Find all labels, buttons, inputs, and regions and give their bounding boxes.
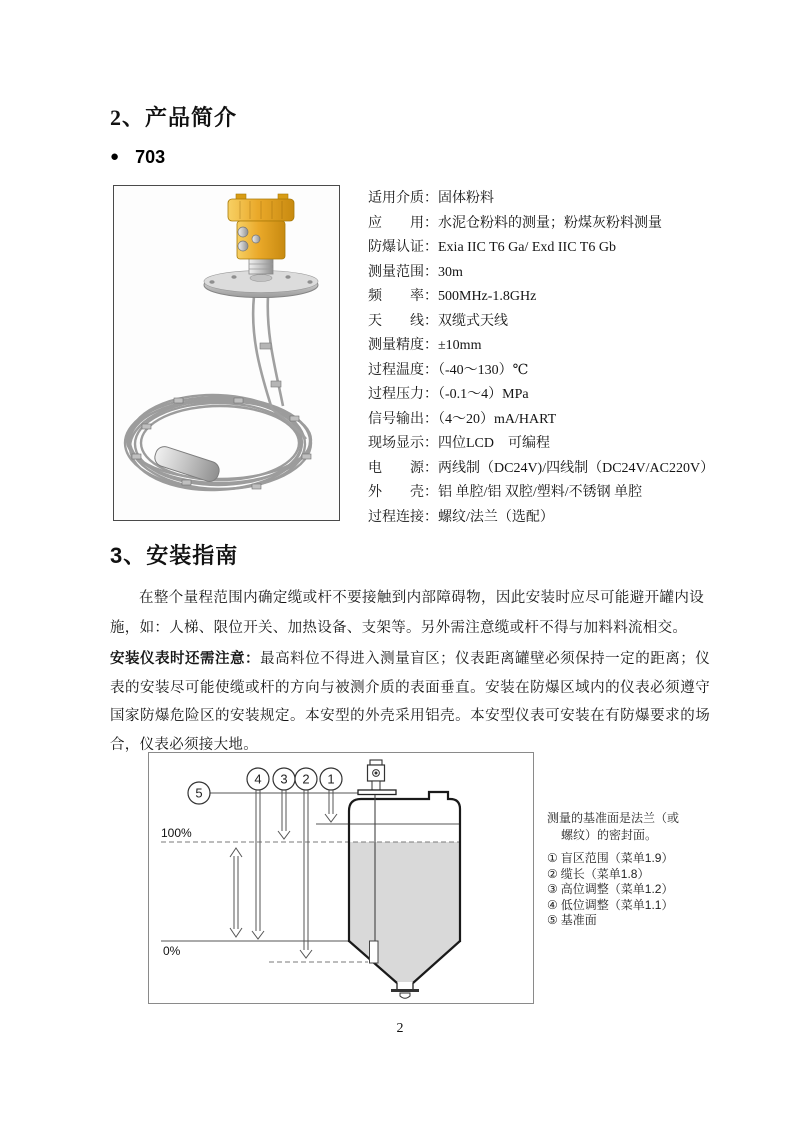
spec-row	[368, 383, 714, 408]
model-row	[110, 147, 165, 168]
model-number: 703	[135, 147, 166, 167]
spec-row	[368, 506, 714, 531]
arrow-low-adjust	[252, 790, 264, 939]
spec-label: 过程连接：	[368, 509, 438, 525]
cable-spacer	[271, 381, 281, 387]
section-heading-product-intro: 2、产品简介	[110, 105, 238, 130]
spec-list	[368, 187, 714, 530]
spec-value: 500MHz-1.8GHz	[438, 289, 537, 304]
spec-value: 两线制（DC24V)/四线制（DC24V/AC220V）	[438, 460, 715, 476]
spec-row	[368, 457, 714, 482]
legend-marker-5: ⑤	[547, 913, 558, 928]
spec-row	[368, 285, 714, 310]
spec-label: 防爆认证：	[368, 240, 438, 255]
spec-row	[368, 236, 714, 261]
spec-value: Exia IIC T6 Ga/ Exd IIC T6 Gb	[438, 240, 616, 255]
spec-label: 信号输出：	[368, 411, 438, 427]
callout-3-number: 3	[280, 771, 288, 787]
cable-coil	[125, 392, 311, 493]
installation-diagram-frame	[148, 752, 534, 1004]
callout-circles	[188, 768, 342, 804]
install-paragraph-2	[110, 645, 710, 759]
spec-value: （-40～130）℃	[438, 362, 529, 378]
spec-row	[368, 481, 714, 506]
callout-2-number: 2	[302, 771, 310, 787]
spec-value: 30m	[438, 264, 463, 280]
spec-value: 四位LCD 可编程	[438, 436, 550, 451]
legend-label-2: 缆长（菜单1.8）	[560, 866, 650, 881]
spec-label: 电 源：	[368, 460, 438, 476]
label-100-percent: 100%	[161, 826, 192, 840]
legend-marker-2: ②	[547, 866, 558, 881]
spec-label: 应 用：	[368, 215, 438, 231]
cable-spacer	[260, 343, 271, 349]
legend-item	[547, 851, 727, 867]
spec-row	[368, 212, 714, 237]
spec-row	[368, 187, 714, 212]
legend-items	[547, 851, 727, 929]
spec-label: 测量精度：	[368, 338, 438, 353]
spec-label: 天 线：	[368, 313, 438, 329]
spec-label: 过程温度：	[368, 362, 438, 378]
product-photo	[114, 186, 339, 520]
callout-5-number: 5	[195, 785, 203, 801]
spec-label: 频 率：	[368, 289, 438, 304]
spec-row	[368, 310, 714, 335]
spec-value: 铝 单腔/铝 双腔/塑料/不锈钢 单腔	[438, 485, 643, 500]
spec-value: 固体粉料	[438, 191, 494, 206]
measure-arrows	[230, 790, 337, 958]
spec-value: ±10mm	[438, 338, 482, 353]
spec-row	[368, 261, 714, 286]
arrow-high-adjust	[278, 790, 290, 839]
spec-value: 螺纹/法兰（选配）	[438, 509, 554, 525]
spec-label: 测量范围：	[368, 264, 438, 280]
housing	[228, 194, 294, 259]
spec-row	[368, 432, 714, 457]
arrow-blind-zone	[325, 790, 337, 822]
legend-item	[547, 913, 727, 929]
spec-label: 过程压力：	[368, 387, 438, 402]
spec-row	[368, 334, 714, 359]
legend-marker-3: ③	[547, 882, 558, 897]
callout-4-number: 4	[254, 771, 262, 787]
install-paragraph-2-lead: 安装仪表时还需注意：	[110, 651, 261, 667]
legend-label-5: 基准面	[560, 913, 597, 928]
legend-marker-1: ①	[547, 851, 558, 865]
legend-note-line1: 测量的基准面是法兰（或	[547, 811, 680, 825]
arrow-span	[230, 848, 242, 937]
legend-item	[547, 867, 727, 883]
install-paragraph-1: 在整个量程范围内确定缆或杆不要接触到内部障碍物，因此安装时应尽可能避开罐内设施，如：人梯、限位开关、加热设备、支架等。另外需注意缆或杆不得与加料料流相交。	[110, 590, 704, 636]
legend-item	[547, 898, 727, 914]
install-paragraph-2-body: 最高料位不得进入测量盲区；仪表距离罐壁必须保持一定的距离；仪表的安装尽可能使缆或杆的方向与被测介质的表面垂直。安装在防爆区域内的仪表必须遵守国家防爆危险区的安装规定。本安型的外壳采用铝壳。本安型仪表可安装在有防爆要求的场合，仪表必须接大地。	[110, 651, 711, 753]
callout-1-number: 1	[327, 771, 335, 787]
tank-material-fill	[349, 842, 460, 982]
spec-row	[368, 408, 714, 433]
legend-label-1: 盲区范围（菜单1.9）	[560, 851, 674, 865]
label-0-percent: 0%	[163, 944, 181, 958]
spec-value: （-0.1～4）MPa	[438, 387, 529, 402]
spec-value: 双缆式天线	[438, 313, 508, 329]
flange	[204, 271, 318, 298]
bullet-icon: ●	[110, 149, 120, 165]
spec-value: （4～20）mA/HART	[438, 411, 557, 427]
section-heading-install-guide: 3、安装指南	[110, 543, 239, 568]
spec-label: 外 壳：	[368, 485, 438, 500]
spec-row	[368, 359, 714, 384]
spec-label: 适用介质：	[368, 191, 438, 206]
legend-note-line2: 螺纹）的密封面。	[561, 828, 658, 842]
process-neck	[249, 258, 273, 274]
cable-weight	[370, 941, 379, 963]
legend-item	[547, 882, 727, 898]
meter-flange	[358, 790, 396, 795]
legend-label-4: 低位调整（菜单1.1）	[560, 897, 674, 912]
legend-label-3: 高位调整（菜单1.2）	[560, 882, 674, 897]
legend-marker-4: ④	[547, 897, 558, 912]
arrow-cable-length	[300, 790, 312, 958]
product-photo-frame	[113, 185, 340, 521]
installation-diagram	[149, 753, 533, 1003]
spec-value: 水泥仓粉料的测量；粉煤灰粉料测量	[438, 215, 662, 231]
tank-outlet	[391, 983, 419, 998]
page-number: 2	[396, 1021, 404, 1036]
spec-label: 现场显示：	[368, 436, 438, 451]
diagram-legend	[547, 810, 727, 929]
